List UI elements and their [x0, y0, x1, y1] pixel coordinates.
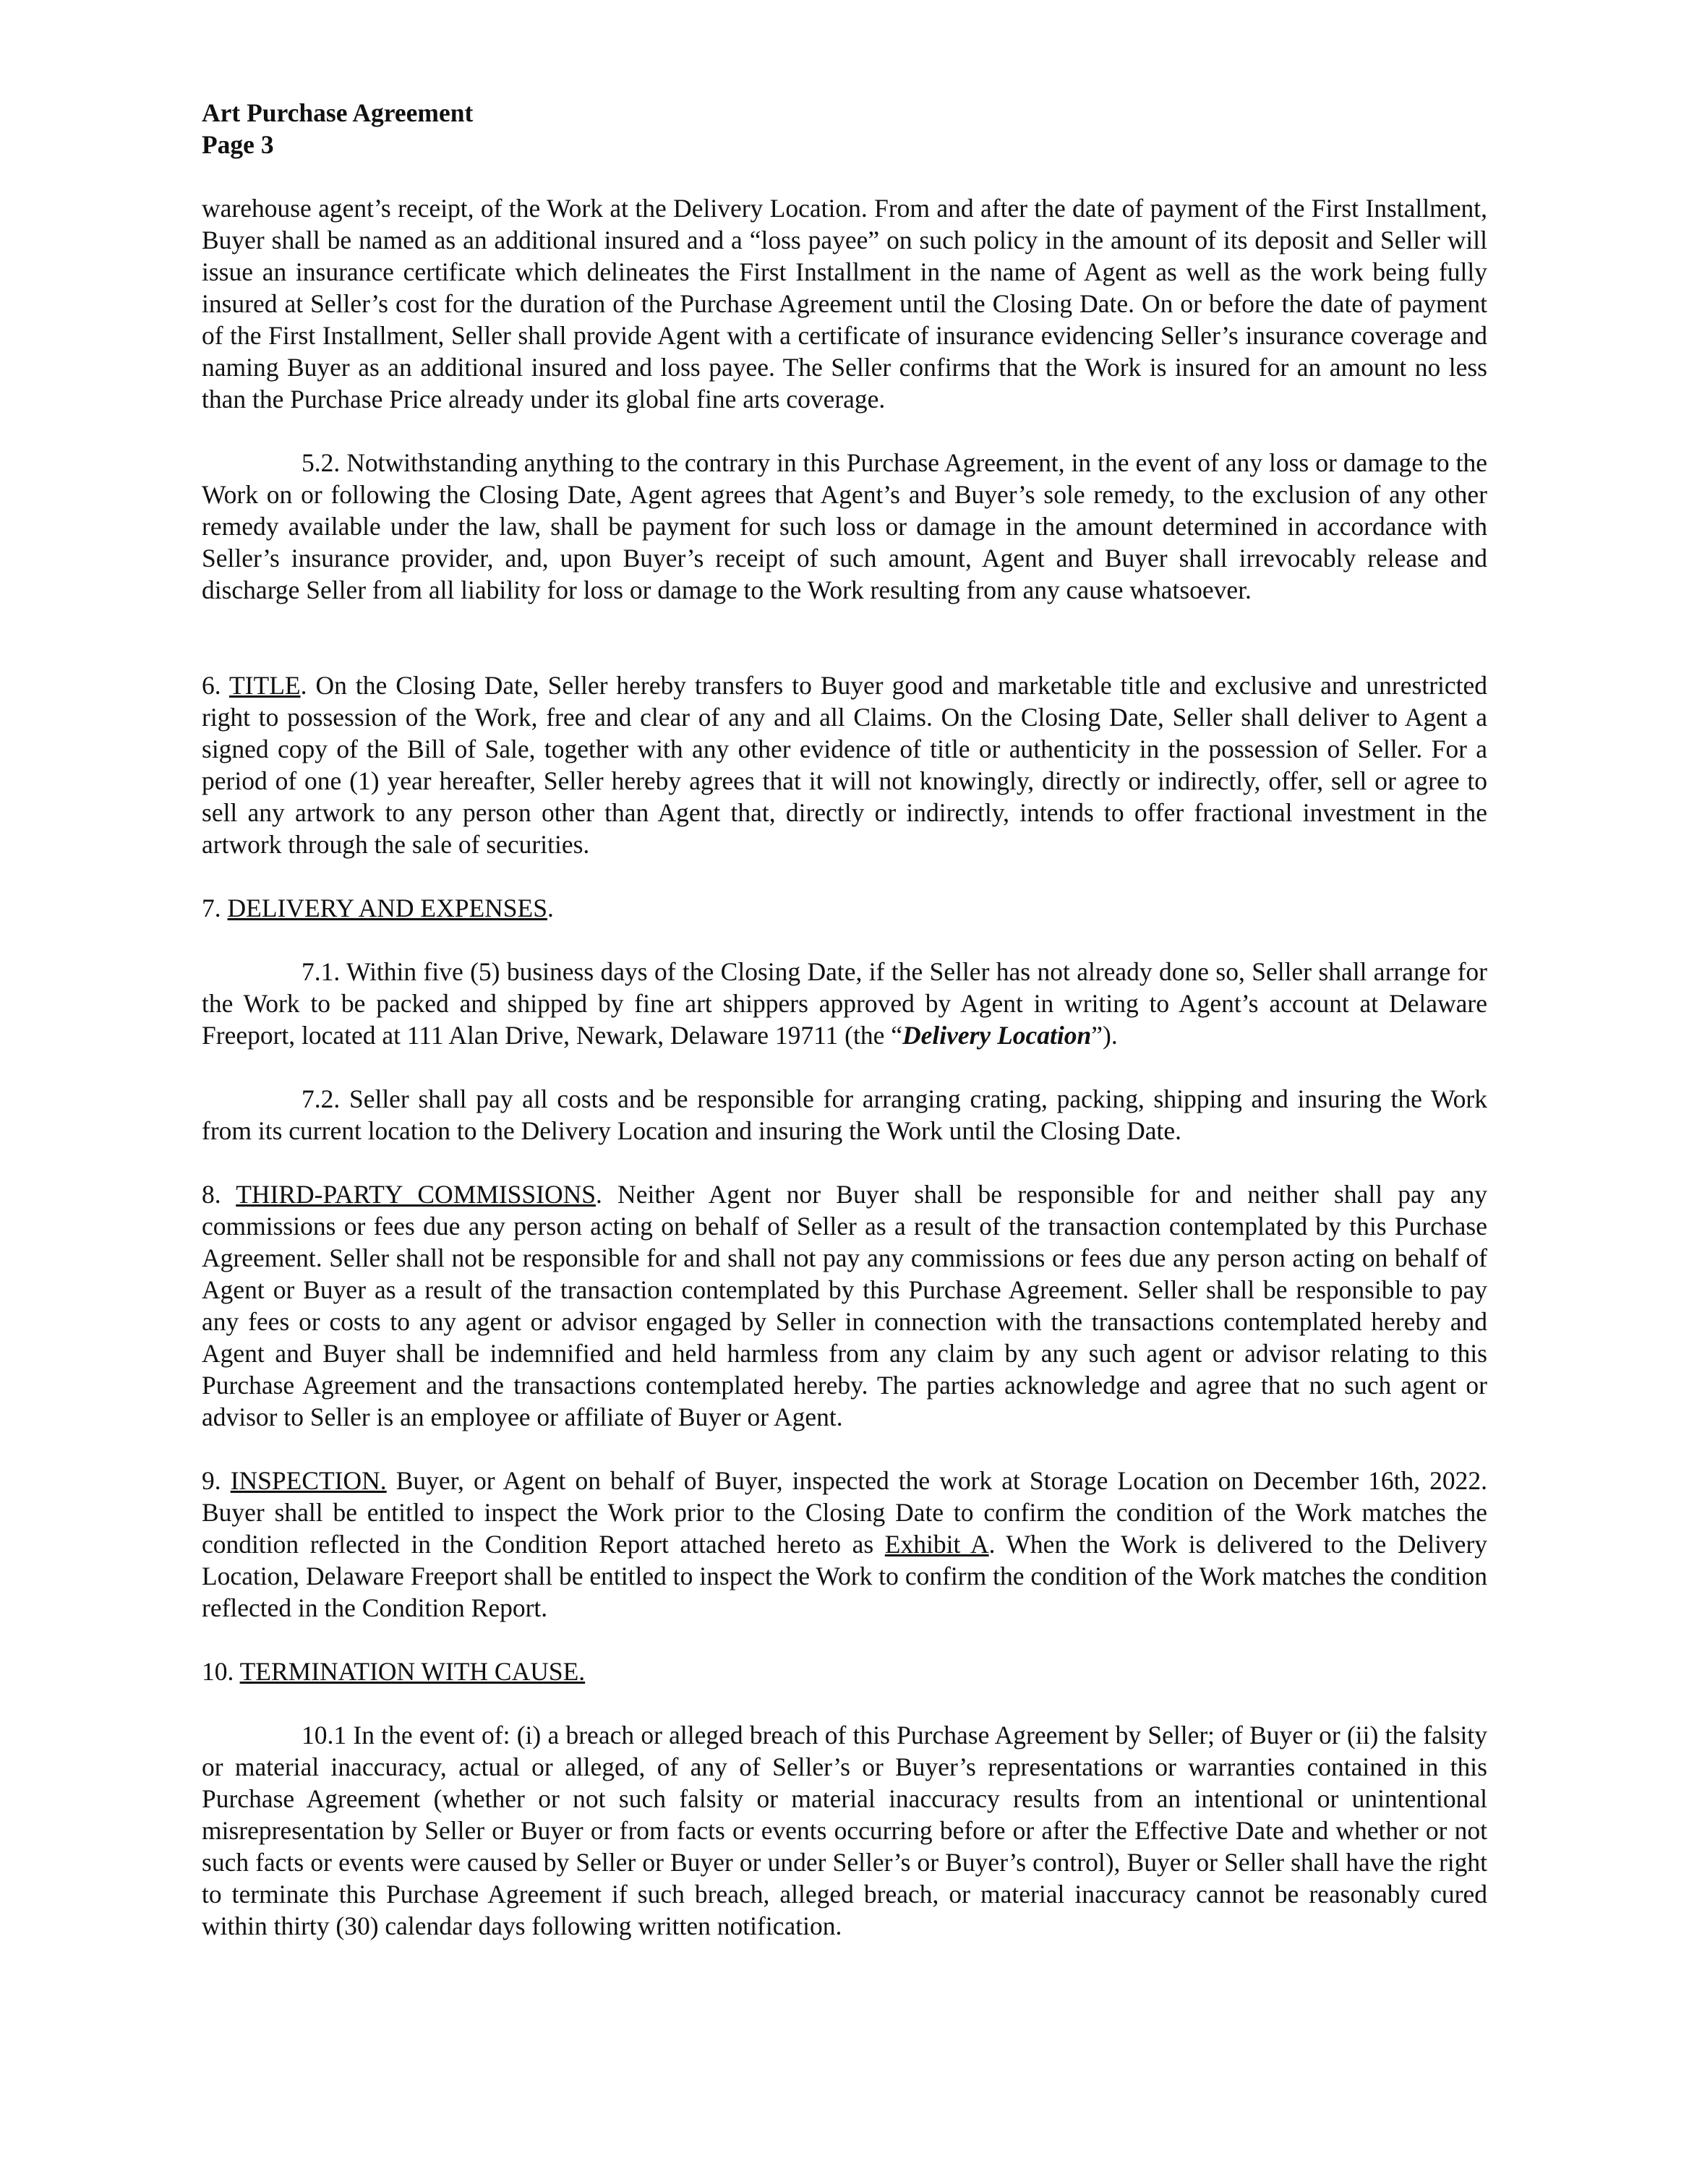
- paragraph-5-2: 5.2. Notwithstanding anything to the contrary in this Purchase Agreement, in the event of any loss or damage to the Work on or following the Closing Date, Agent agrees that Agent’s and Buyer’s sole remedy, to the exclusion of any other remedy available under the law, shall be payment for such loss or damage in the amount determined in accordance with Seller’s insurance provider, and, upon Buyer’s receipt of such amount, Agent and Buyer shall irrevocably release and discharge Seller from all liability for loss or damage to the Work resulting from any cause whatsoever.: [202, 448, 1487, 604]
- section-10-heading: [202, 1656, 1487, 1687]
- paragraph-text: ”).: [1091, 1021, 1118, 1050]
- section-number: 9.: [202, 1466, 231, 1495]
- paragraph-10-1: 10.1 In the event of: (i) a breach or alleged breach of this Purchase Agreement by Seller; of Buyer or (ii) the falsity or material inaccuracy, actual or alleged, of any of Seller’s or Buyer’s representations or warranties contained in this Purchase Agreement (whether or not such falsity or material inaccuracy results from an intentional or unintentional misrepresentation by Seller or Buyer or from facts or events occurring before or after the Effective Date and whether or not such facts or events were caused by Seller or Buyer or under Seller’s or Buyer’s control), Buyer or Seller shall have the right to terminate this Purchase Agreement if such breach, alleged breach, or material inaccuracy cannot be reasonably cured within thirty (30) calendar days following written notification.: [202, 1721, 1487, 1940]
- page-header: [202, 97, 1487, 160]
- section-heading: INSPECTION.: [230, 1466, 387, 1495]
- section-heading: THIRD-PARTY COMMISSIONS: [236, 1180, 596, 1209]
- paragraph-text: 7.1. Within five (5) business days of the Closing Date, if the Seller has not already done so, Seller shall arrange for the Work to be packed and shipped by fine art shippers approved by Agent in writing to Agent’s account at Delaware Freeport, located at 111 Alan Drive, Newark, Delaware 19711 (the “: [202, 957, 1487, 1050]
- page-number: Page 3: [202, 130, 274, 159]
- section-heading-period: .: [547, 894, 554, 922]
- section-text: . Neither Agent nor Buyer shall be responsible for and neither shall pay any commissions or fees due any person acting on behalf of Seller as a result of the transaction contemplated by this Purchase Agreement. Seller shall not be responsible for and shall not pay any commissions or fees due any person acting on behalf of Agent or Buyer as a result of the transaction contemplated by this Purchase Agreement. Seller shall be responsible to pay any fees or costs to any agent or advisor engaged by Seller in connection with the transactions contemplated hereby and Agent and Buyer shall be indemnified and held harmless from any claim by any such agent or advisor relating to this Purchase Agreement and the transactions contemplated hereby. The parties acknowledge and agree that no such agent or advisor to Seller is an employee or affiliate of Buyer or Agent.: [202, 1180, 1488, 1431]
- paragraph-7-1: [202, 956, 1487, 1051]
- exhibit-reference: Exhibit A: [884, 1530, 989, 1559]
- section-6-title: [202, 669, 1487, 860]
- section-number: 8.: [202, 1180, 236, 1209]
- paragraph-7-2: 7.2. Seller shall pay all costs and be responsible for arranging crating, packing, shipping and insuring the Work from its current location to the Delivery Location and insuring the Work until the Closing Date.: [202, 1084, 1487, 1145]
- section-8-third-party-commissions: [202, 1178, 1487, 1433]
- document-page: [202, 97, 1487, 1974]
- defined-term: Delivery Location: [902, 1021, 1092, 1050]
- paragraph-5-1-continued: warehouse agent’s receipt, of the Work at the Delivery Location. From and after the date of payment of the First Installment, Buyer shall be named as an additional insured and a “loss payee” on such policy in the amount of its deposit and Seller will issue an insurance certificate which delineates the First Installment in the name of Agent as well as the work being fully insured at Seller’s cost for the duration of the Purchase Agreement until the Closing Date. On or before the date of payment of the First Installment, Seller shall provide Agent with a certificate of insurance evidencing Seller’s insurance coverage and naming Buyer as an additional insured and loss payee. The Seller confirms that the Work is insured for an amount no less than the Purchase Price already under its global fine arts coverage.: [202, 194, 1487, 414]
- section-text: . When the Work is delivered to the Delivery Location, Delaware Freeport shall be entitled to inspect the Work to confirm the condition of the Work matches the condition reflected in the Condition Report.: [202, 1530, 1488, 1622]
- section-heading: TERMINATION WITH CAUSE.: [239, 1657, 586, 1686]
- section-heading: TITLE: [229, 671, 301, 700]
- section-text: Buyer, or Agent on behalf of Buyer, inspected the work at Storage Location on December 16th, 2022. Buyer shall be entitled to inspect the Work prior to the Closing Date to confirm the condition of the Work matches the condition reflected in the Condition Report attached hereto as: [202, 1466, 1487, 1559]
- document-title: Art Purchase Agreement: [202, 98, 474, 127]
- section-number: 7.: [202, 894, 228, 922]
- section-9-inspection: [202, 1465, 1487, 1624]
- section-number: 10.: [202, 1657, 240, 1686]
- section-number: 6.: [202, 671, 229, 700]
- section-7-heading: [202, 892, 1487, 924]
- section-heading: DELIVERY AND EXPENSES: [227, 894, 547, 922]
- section-text: . On the Closing Date, Seller hereby transfers to Buyer good and marketable title and exclusive and unrestricted right to possession of the Work, free and clear of any and all Claims. On the Closing Date, Seller shall deliver to Agent a signed copy of the Bill of Sale, together with any other evidence of title or authenticity in the possession of Seller. For a period of one (1) year hereafter, Seller hereby agrees that it will not knowingly, directly or indirectly, offer, sell or agree to sell any artwork to any person other than Agent that, directly or indirectly, intends to offer fractional investment in the artwork through the sale of securities.: [202, 671, 1488, 859]
